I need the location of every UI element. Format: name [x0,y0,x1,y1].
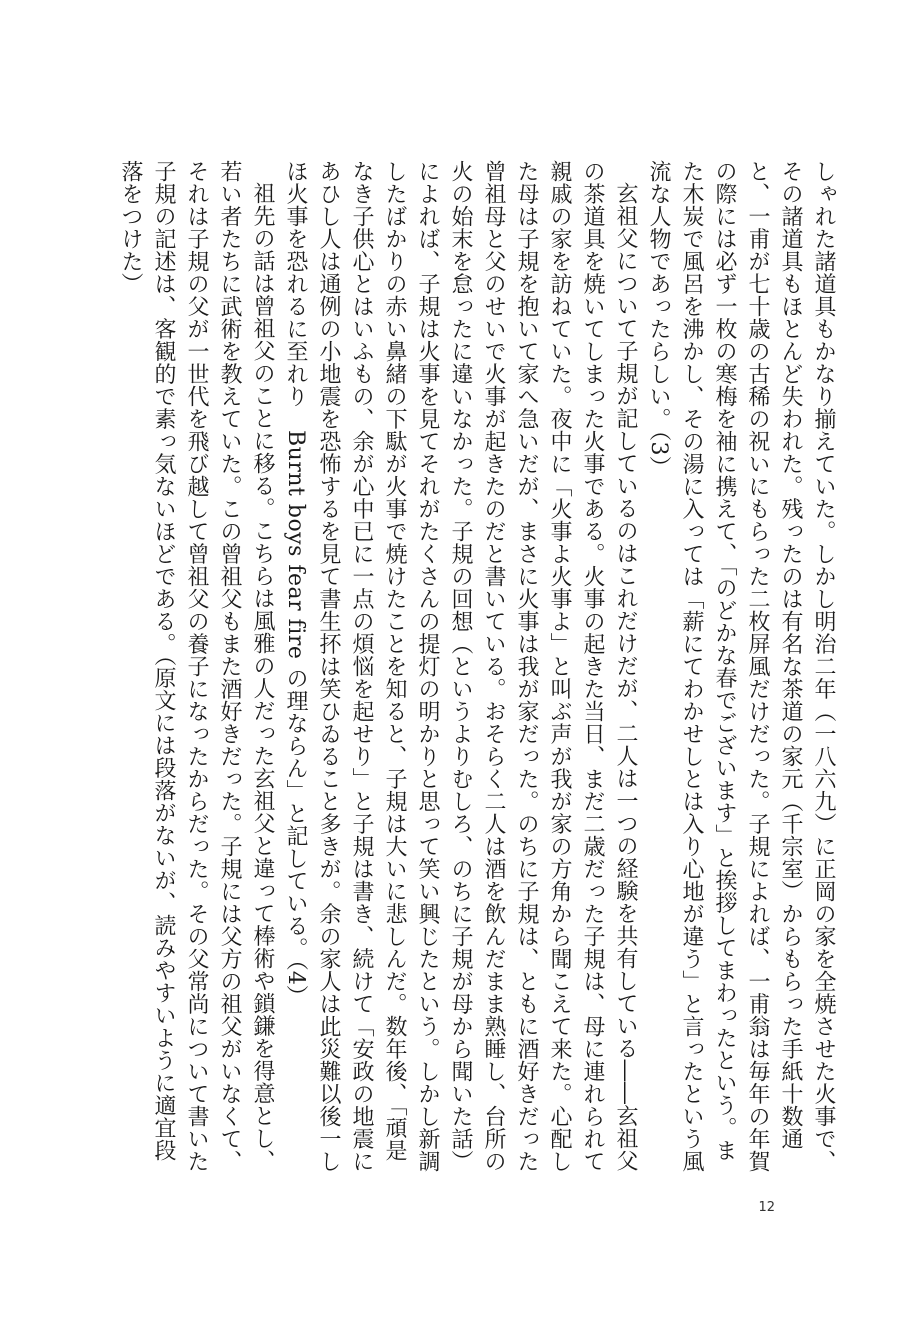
paragraph-2: 玄祖父について子規が記しているのはこれだけだが、二人は一つの経験を共有している――玄祖父の茶道具を焼いてしまった火事である。火事の起きた当日、まだ二歳だった子規は、母に連れられて親戚の家を訪ねていた。夜中に「火事よ火事よ」と叫ぶ声が我が家の方角から聞こえて来た。心配した母は子規を抱いて家へ急いだが、まさに火事は我が家だった。のちに子規は、ともに酒好きだった曾祖母と父のせいで火事が起きたのだと書いている。おそらく二人は酒を飲んだまま熟睡し、台所の火の始末を怠ったに違いなかった。子規の回想（というよりむしろ、のちに子規が母から聞いた話）によれば、子規は火事を見てそれがたくさんの提灯の明かりと思って笑い興じたという。しかし新調したばかりの赤い鼻緒の下駄が火事で焼けたことを知ると、子規は大いに悲しんだ。数年後、「頑是なき子供心とはいふもの、余が心中已に一点の煩悩を起せり」と子規は書き、続けて「安政の地震にあひし人は通例の小地震を恐怖するを見て書生抔は笑ひゐること多きが。余の家人は此災難以後一しほ火事を恐れるに至れり Burnt boys fear fire の理ならん」と記している。（4） [283,160,638,1173]
vertical-text-body [120,160,840,1175]
page-number: 12 [758,1200,775,1215]
paragraph-3: 祖先の話は曾祖父のことに移る。こちらは風雅の人だった玄祖父と違って棒術や鎖鎌を得意とし、若い者たちに武術を教えていた。この曾祖父もまた酒好きだった。子規には父方の祖父がいなくて、それは子規の父が一世代を飛び越して曾祖父の養子になったからだった。その父常尚について書いた子規の記述は、客観的で素っ気ないほどである。（原文には段落がないが、読みやすいように適宜段落をつけた） [118,160,275,1173]
paragraph-1: しゃれた諸道具もかなり揃えていた。しかし明治二年（一八六九）に正岡の家を全焼させた火事で、その諸道具もほとんど失われた。残ったのは有名な茶道の家元（千宗室）からもらった手紙十数通と、一甫が七十歳の古稀の祝いにもらった二枚屏風だけだった。子規によれば、一甫翁は毎年の年賀の際には必ず一枚の寒梅を袖に携えて、「のどかな春でございます」と挨拶してまわったという。また木炭で風呂を沸かし、その湯に入っては「薪にてわかせしとは入り心地が違う」と言ったという風流な人物であったらしい。（3） [646,160,836,1173]
